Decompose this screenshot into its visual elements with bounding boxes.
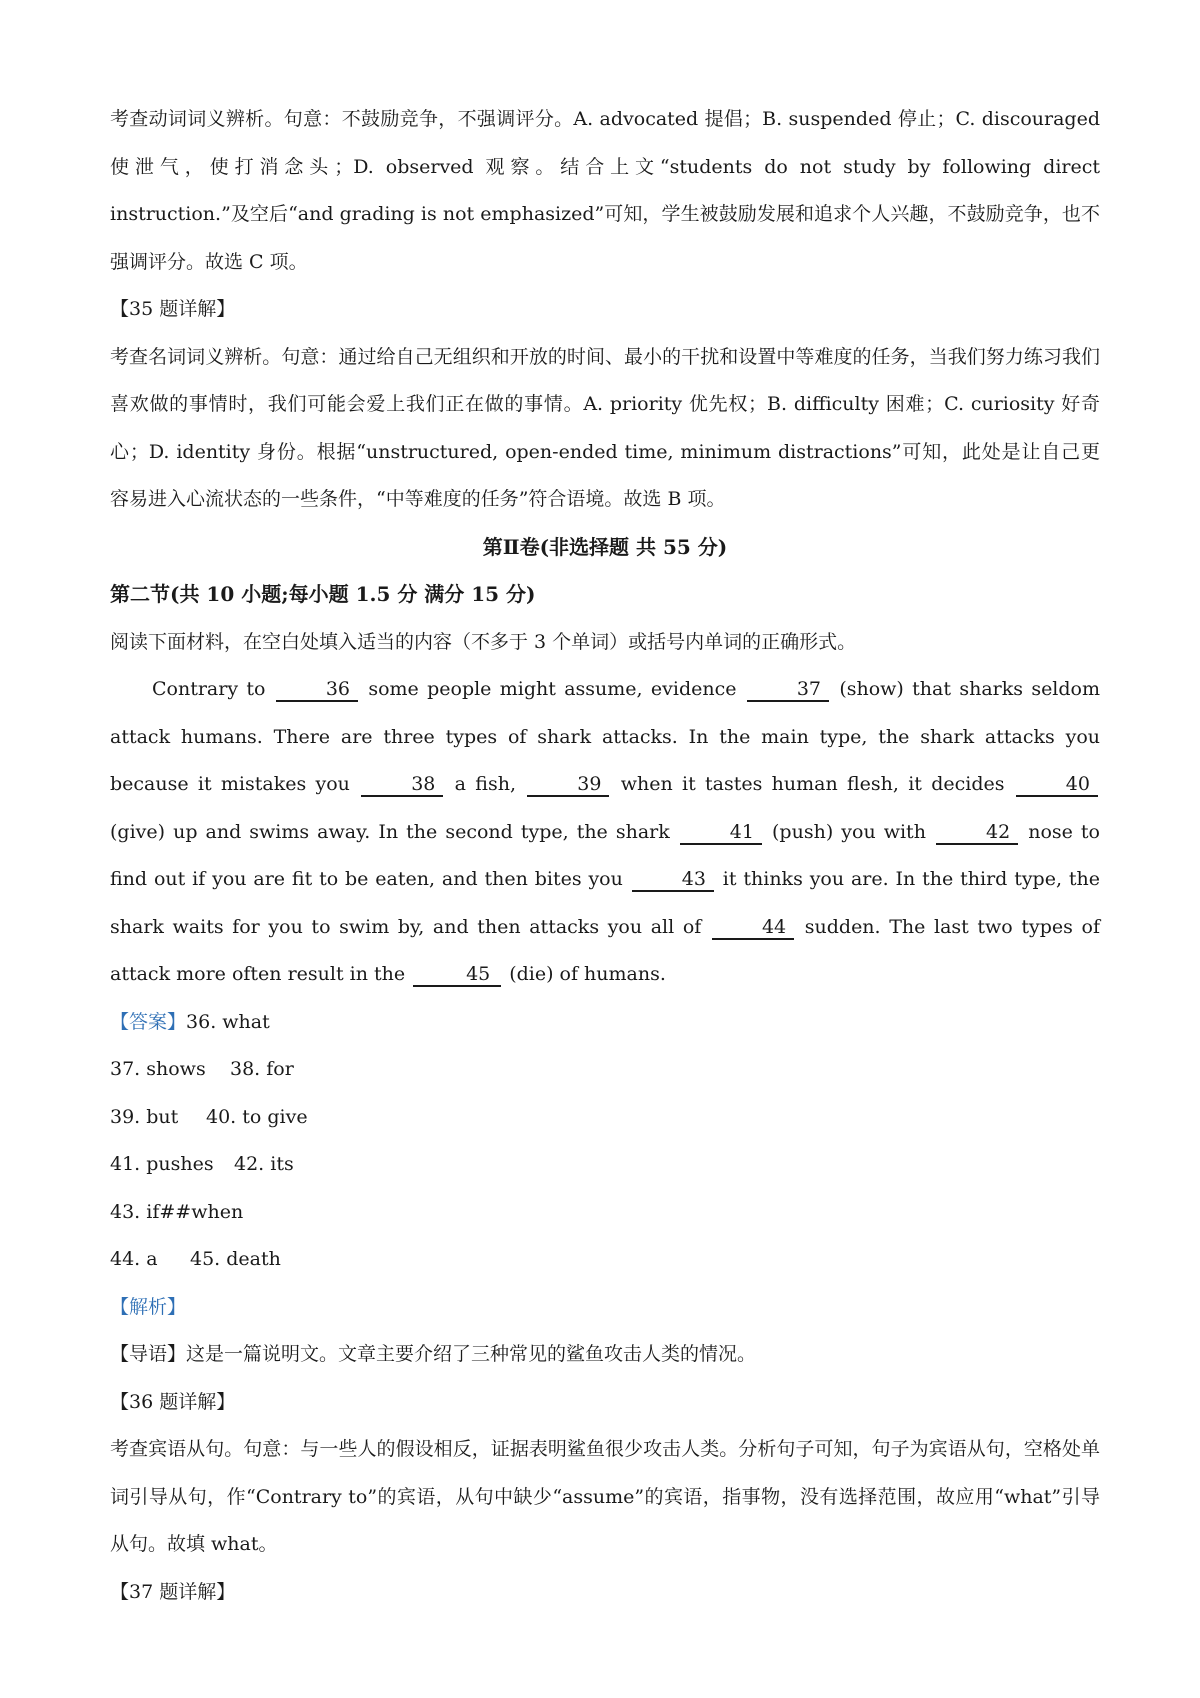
answer-40: 40. to give [206,1105,308,1128]
blank-41: 41 [680,821,762,845]
answer-row [110,1141,1100,1189]
analysis-label: 【解析】 [110,1295,187,1318]
answer-42: 42. its [234,1153,294,1175]
passage-text: it thinks you are. In the third type, the shark waits for you to swim by, and then attacks you all of [110,868,1100,938]
passage-text: (give) up and swims away. In the second type, the shark [110,820,678,843]
instructions: 阅读下面材料，在空白处填入适当的内容（不多于 3 个单词）或括号内单词的正确形式。 [110,630,857,653]
blank-42: 42 [936,821,1018,845]
passage-text: Contrary to [152,678,274,700]
answer-37: 37. shows [110,1058,206,1080]
answer-row [110,1046,1100,1094]
q36-explanation: 考查宾语从句。句意：与一些人的假设相反，证据表明鲨鱼很少攻击人类。分析句子可知，句子为宾语从句，空格处单词引导从句，作“Contrary to”的宾语，从句中缺少“assume”的宾语，指事物，没有选择范围，故应用“what”引导从句。故填 what。 [110,1438,1100,1555]
answer-45: 45. death [190,1248,281,1270]
blank-43: 43 [632,868,714,892]
answer-row [110,1094,1100,1142]
blank-38: 38 [361,773,443,797]
q35-heading: 【35 题详解】 [110,298,236,320]
passage-text: a fish, [445,773,526,795]
blank-45: 45 [413,963,501,987]
q36-heading: 【36 题详解】 [110,1390,236,1413]
blank-37: 37 [747,678,829,702]
q35-explanation: 考查名词词义辨析。句意：通过给自己无组织和开放的时间、最小的干扰和设置中等难度的任务，当我们努力练习我们喜欢做的事情时，我们可能会爱上我们正在做的事情。A. priority 优先权；B. difficulty 困难；C. curiosity 好奇心；D. identity 身份。根据“unstructured, open-ended time, minimum distractions”可知，此处是让自己更容易进入心流状态的一些条件，“中等难度的任务”符合语境。故选 B 项。 [110,345,1100,510]
cloze-passage [110,666,1100,999]
passage-text: when it tastes human flesh, it decides [611,773,1014,795]
passage-text: some people might assume, evidence [360,678,745,700]
answer-row [110,999,1100,1047]
answer-44: 44. a [110,1248,158,1270]
answer-41: 41. pushes [110,1153,214,1175]
passage-text: (push) you with [763,820,934,843]
blank-40: 40 [1016,773,1098,797]
answer-row [110,1236,1100,1284]
answer-38: 38. for [230,1058,294,1080]
passage-text: (show) that sharks seldom attack humans. There are three types of shark attacks. In the main type, the shark attacks you because it mistakes you [110,678,1101,795]
passage-text: sudden. The last two types of attack more often result in the [110,915,1100,985]
guide-text: 【导语】这是一篇说明文。文章主要介绍了三种常见的鲨鱼攻击人类的情况。 [110,1343,757,1365]
q37-heading: 【37 题详解】 [110,1580,236,1603]
q34-explanation: 考查动词词义辨析。句意：不鼓励竞争，不强调评分。A. advocated 提倡；B. suspended 停止；C. discouraged 使泄气，使打消念头；D. observed 观察。结合上文“students do not study by following direct instruction.”及空后“and grading is not emphasized”可知，学生被鼓励发展和追求个人兴趣，不鼓励竞争，也不强调评分。故选 C 项。 [110,108,1100,273]
blank-44: 44 [712,916,794,940]
answer-43: 43. if##when [110,1200,244,1223]
blank-39: 39 [527,773,609,797]
passage-text: nose to find out if you are fit to be eaten, and then bites you [110,820,1100,890]
section-title: 第二节(共 10 小题;每小题 1.5 分 满分 15 分) [110,582,536,606]
page-content [110,96,1100,1616]
blank-36: 36 [276,678,358,702]
answer-label: 【答案】 [110,1010,187,1033]
answer-39: 39. but [110,1105,179,1128]
volume-title: 第Ⅱ卷(非选择题 共 55 分) [482,534,728,559]
passage-text: (die) of humans. [503,963,666,985]
answer-36: 36. what [186,1010,270,1033]
